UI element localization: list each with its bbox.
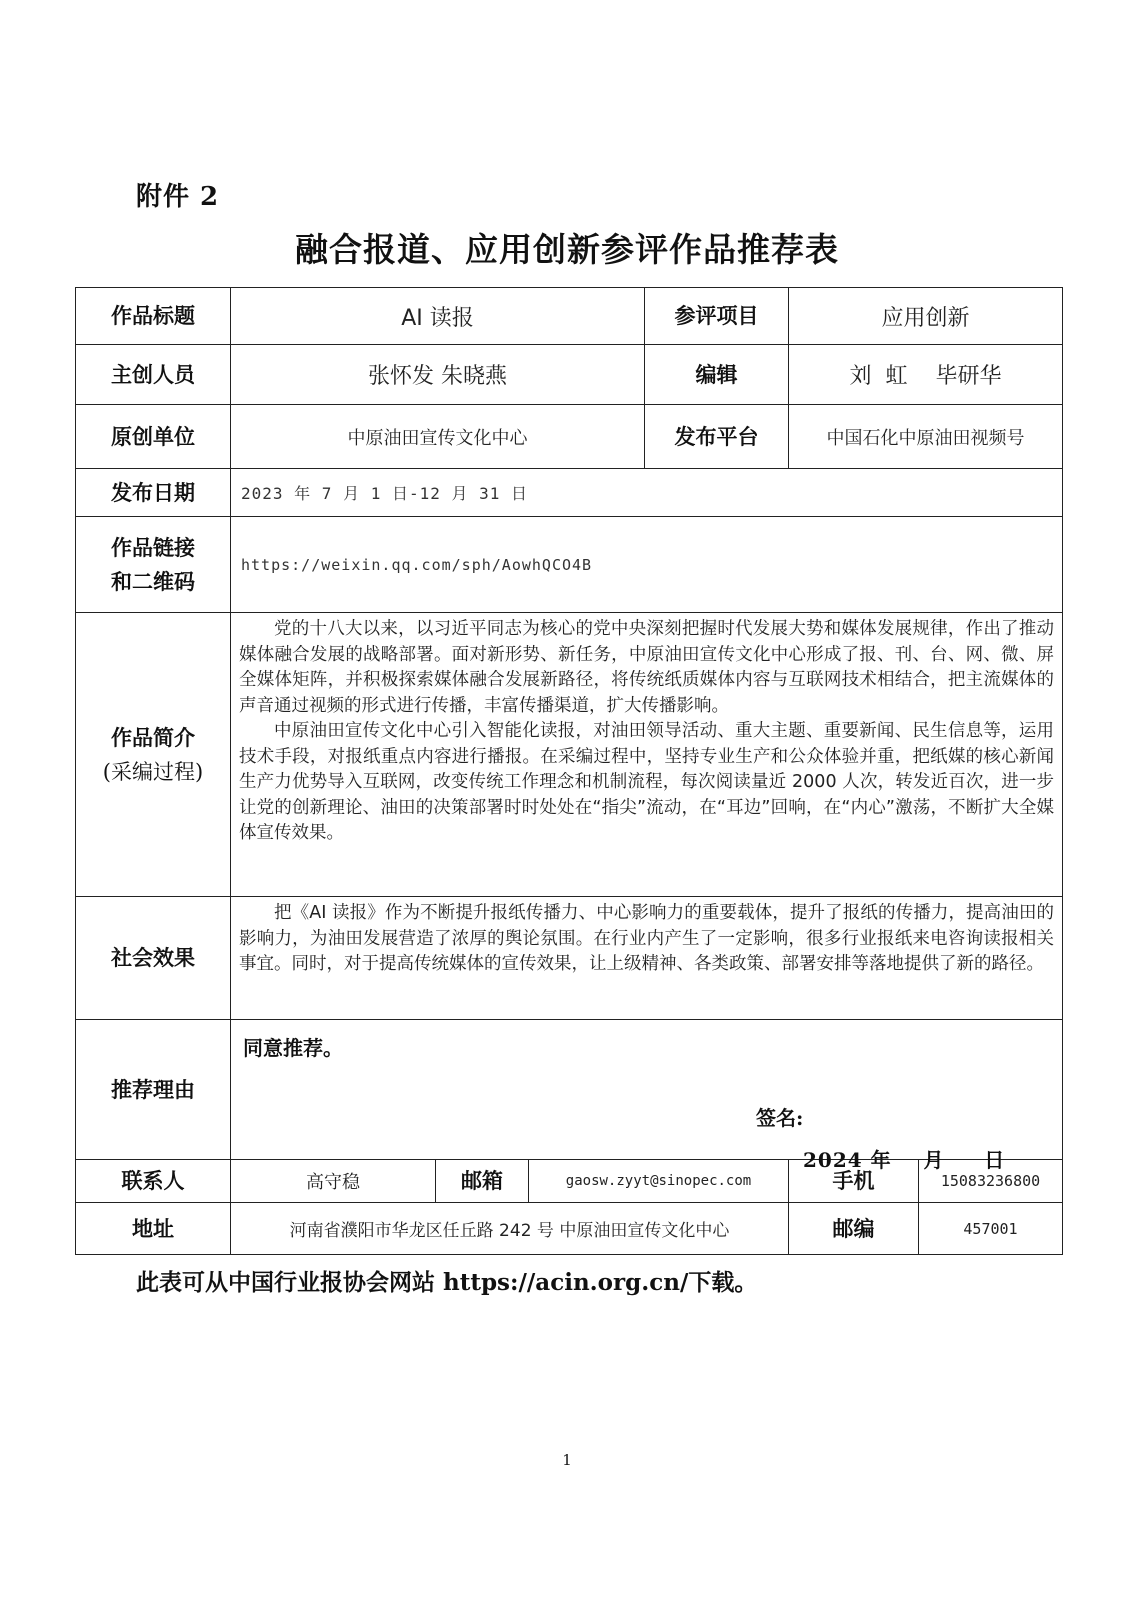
unit-label: 原创单位 <box>76 405 231 469</box>
row-address <box>76 1203 1063 1255</box>
work-title-label: 作品标题 <box>76 288 231 345</box>
reason-cell <box>231 1020 1063 1172</box>
link-label <box>76 517 231 613</box>
signature-label: 签名: <box>756 1106 804 1130</box>
phone-value: 15083236800 <box>919 1160 1063 1203</box>
intro-paragraph-1: 党的十八大以来，以习近平同志为核心的党中央深刻把握时代发展大势和媒体发展规律，作出了推动媒体融合发展的战略部署。面对新形势、新任务，中原油田宣传文化中心形成了报、刊、台、网、微、屏全媒体矩阵，并积极探索媒体融合发展新路径，将传统纸质媒体内容与互联网技术相结合，把主流媒体的声音通过视频的形式进行传播，丰富传播渠道，扩大传播影响。 <box>239 619 1055 716</box>
date-label: 发布日期 <box>76 469 231 517</box>
intro-paragraph-2: 中原油田宣传文化中心引入智能化读报，对油田领导活动、重大主题、重要新闻、民生信息等，运用技术手段，对报纸重点内容进行播报。在采编过程中，坚持专业生产和公众体验并重，把纸媒的核心新闻生产力优势导入互联网，改变传统工作理念和机制流程，每次阅读量近 2000 人次，转发近百次，进一步让党的创新理论、油田的决策部署时时处处在“指尖”流动，在“耳边”回响，在“内心”激荡，不断扩大全媒体宣传效果。 <box>239 721 1055 843</box>
effect-text <box>231 897 1063 1020</box>
zip-value: 457001 <box>919 1203 1063 1255</box>
recommendation-form <box>75 287 1063 1255</box>
download-note: 此表可从中国行业报协会网站 https://acin.org.cn/下载。 <box>136 1269 758 1296</box>
reason-label: 推荐理由 <box>76 1020 231 1160</box>
signature-date: 2024 年 月 日 <box>803 1148 1006 1172</box>
page-number: 1 <box>562 1451 572 1469</box>
editor-value: 刘 虹 毕研华 <box>789 345 1063 405</box>
email-value[interactable]: gaosw.zyyt@sinopec.com <box>529 1160 789 1203</box>
creators-label: 主创人员 <box>76 345 231 405</box>
row-unit <box>76 405 1063 469</box>
intro-label-line2: (采编过程) <box>102 759 204 784</box>
phone-label: 手机 <box>789 1160 919 1203</box>
row-effect <box>76 897 1063 1020</box>
row-date <box>76 469 1063 517</box>
row-creators <box>76 345 1063 405</box>
attachment-label: 附件 2 <box>136 182 220 212</box>
reason-text: 同意推荐。 <box>243 1036 343 1060</box>
category-label: 参评项目 <box>645 288 789 345</box>
platform-label: 发布平台 <box>645 405 789 469</box>
date-value: 2023 年 7 月 1 日-12 月 31 日 <box>231 469 1063 517</box>
row-work-title <box>76 288 1063 345</box>
creators-value: 张怀发 朱晓燕 <box>231 345 645 405</box>
document-title: 融合报道、应用创新参评作品推荐表 <box>295 230 839 269</box>
link-label-line1: 作品链接 <box>111 534 195 560</box>
row-link <box>76 517 1063 613</box>
contact-value: 高守稳 <box>231 1160 436 1203</box>
intro-text <box>231 613 1063 897</box>
work-link[interactable]: https://weixin.qq.com/sph/AowhQCO4B <box>231 517 1063 613</box>
unit-value: 中原油田宣传文化中心 <box>231 405 645 469</box>
category-value: 应用创新 <box>789 288 1063 345</box>
address-value: 河南省濮阳市华龙区任丘路 242 号 中原油田宣传文化中心 <box>231 1203 789 1255</box>
zip-label: 邮编 <box>789 1203 919 1255</box>
effect-label: 社会效果 <box>76 897 231 1020</box>
effect-paragraph: 把《AI 读报》作为不断提升报纸传播力、中心影响力的重要载体，提升了报纸的传播力，提高油田的影响力，为油田发展营造了浓厚的舆论氛围。在行业内产生了一定影响，很多行业报纸来电咨询读报相关事宜。同时，对于提高传统媒体的宣传效果，让上级精神、各类政策、部署安排等落地提供了新的路径。 <box>239 903 1055 974</box>
contact-label: 联系人 <box>76 1160 231 1203</box>
row-reason <box>76 1020 1063 1160</box>
intro-label-line1: 作品简介 <box>111 724 195 750</box>
editor-label: 编辑 <box>645 345 789 405</box>
link-label-line2: 和二维码 <box>111 568 195 594</box>
address-label: 地址 <box>76 1203 231 1255</box>
row-intro <box>76 613 1063 897</box>
work-title-value: AI 读报 <box>231 288 645 345</box>
platform-value: 中国石化中原油田视频号 <box>789 405 1063 469</box>
email-label: 邮箱 <box>436 1160 529 1203</box>
intro-label <box>76 613 231 897</box>
